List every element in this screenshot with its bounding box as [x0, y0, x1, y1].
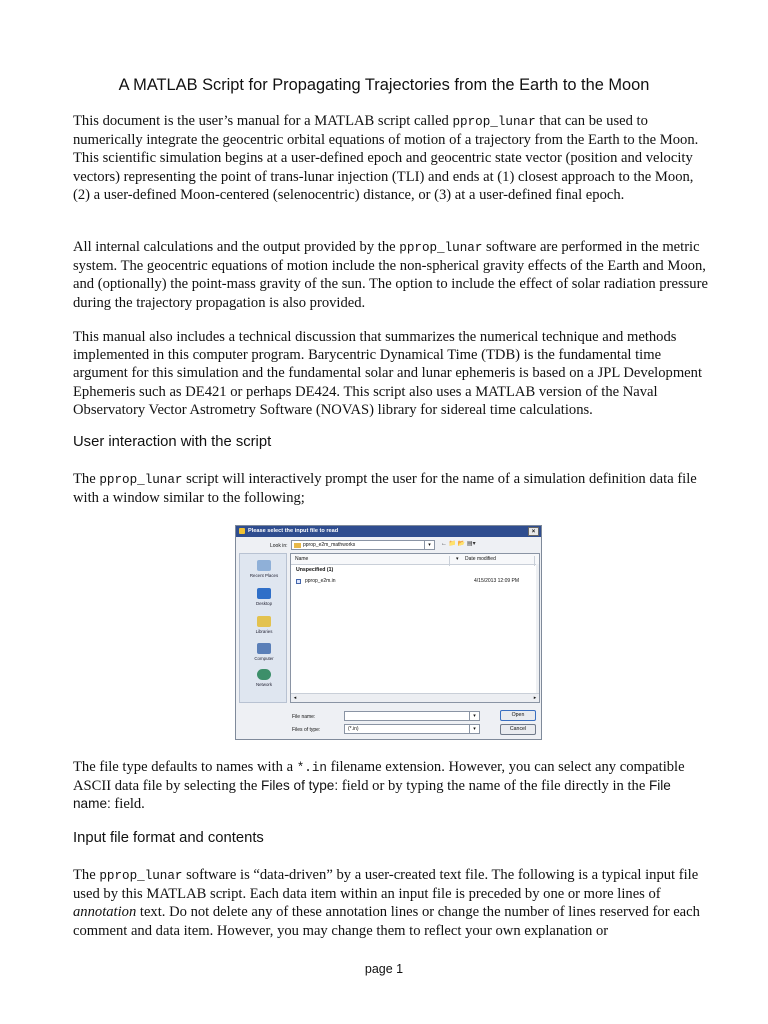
file-name-term: File name:: [73, 778, 671, 812]
prompt-paragraph: The pprop_lunar script will interactively prompt the user for the name of a simulation definition data file with a window similar to the following;: [73, 471, 697, 507]
extension-code: *.in: [296, 761, 327, 775]
file-list-header: [291, 554, 539, 565]
file-icon: [296, 579, 301, 584]
metric-paragraph: All internal calculations and the output provided by the pprop_lunar software are performed in the metric system. The geocentric equations of motion include the non-spherical gravity effects of the Earth and Moon, and (optionally) the point-mass gravity of the sun. The option to include the effect of solar radiation pressure during the trajectory propagation is also provided.: [73, 239, 708, 311]
chevron-down-icon[interactable]: ▾: [469, 725, 479, 733]
column-date-modified[interactable]: Date modified: [465, 556, 496, 562]
file-row[interactable]: [296, 578, 536, 586]
intro-paragraph: This document is the user’s manual for a MATLAB script called pprop_lunar that can be used to numerically integrate the geocentric orbital equations of motion of a trajectory from the Earth to the Moon. This scientific simulation begins at a user-defined epoch and geocentric state vector (position and velocity vectors) representing the point of trans-lunar injection (TLI) and ends at (1) closest approach to the Moon, (2) a user-defined Moon-centered (selenocentric) distance, or (3) at a user-defined final epoch.: [73, 113, 699, 203]
desktop-icon: [257, 588, 271, 599]
script-name-code: pprop_lunar: [399, 241, 483, 255]
section-heading-input-file: Input file format and contents: [73, 830, 264, 846]
open-button[interactable]: Open: [500, 710, 536, 721]
column-name[interactable]: Name: [295, 556, 309, 562]
section-heading-user-interaction: User interaction with the script: [73, 434, 272, 450]
recent-places-icon: [257, 560, 271, 571]
file-row-date: 4/15/2013 12:09 PM: [474, 578, 520, 584]
cancel-button[interactable]: Cancel: [500, 724, 536, 735]
file-name-input[interactable]: [344, 711, 480, 721]
libraries-icon: [257, 616, 271, 627]
close-icon[interactable]: ×: [528, 527, 539, 536]
file-dialog-screenshot: [235, 525, 542, 740]
file-group-label: Unspecified (1): [296, 567, 334, 573]
script-name-code: pprop_lunar: [99, 869, 183, 883]
dialog-title-bar: [236, 526, 541, 537]
dialog-title: Please select the input file to read: [248, 528, 339, 534]
page-number: page 1: [364, 962, 404, 976]
place-libraries[interactable]: Libraries: [240, 616, 288, 634]
script-name-code: pprop_lunar: [99, 473, 183, 487]
dialog-toolbar[interactable]: ← 📁 📂 ▤▾: [441, 541, 476, 547]
technical-paragraph: This manual also includes a technical discussion that summarizes the numerical technique and methods implemented in this computer program. Barycentric Dynamical Time (TDB) is the fundamental time argument for this simulation and the fundamental solar and lunar ephemeris is based on a JPL Development Ephemeris such as DE421 or perhaps DE424. This script also uses a MATLAB version of the Naval Observatory Vector Astrometry Software (NOVAS) library for sidereal time calculations.: [73, 329, 702, 418]
file-row-name: pprop_e2m.in: [305, 578, 336, 584]
folder-icon: [294, 543, 301, 548]
place-desktop[interactable]: Desktop: [240, 588, 288, 606]
input-file-paragraph: The pprop_lunar software is “data-driven” by a user-created text file. The following is a typical input file used by this MATLAB script. Each data item within an input file is preceded by one or more lines of annotation text. Do not delete any of these annotation lines or change the number of lines reserved for each comment and data item. However, you may change them to reflect your own explanation or: [73, 867, 700, 939]
page-title: A MATLAB Script for Propagating Trajectories from the Earth to the Moon: [118, 76, 650, 94]
chevron-down-icon[interactable]: ▾: [424, 541, 434, 549]
computer-icon: [257, 643, 271, 654]
file-list[interactable]: [290, 553, 540, 703]
chevron-down-icon[interactable]: ▾: [469, 712, 479, 720]
look-in-label: Look in:: [270, 543, 288, 549]
matlab-icon: [239, 528, 245, 534]
scroll-right-icon[interactable]: ▸: [533, 695, 537, 701]
script-name-code: pprop_lunar: [452, 115, 536, 129]
place-recent-places[interactable]: Recent Places: [240, 560, 288, 578]
place-computer[interactable]: Computer: [240, 643, 288, 661]
file-name-label: File name:: [292, 714, 316, 720]
look-in-select[interactable]: pprop_e2m_mathworks ▾: [291, 540, 435, 550]
horizontal-scrollbar[interactable]: [291, 693, 539, 702]
files-of-type-select[interactable]: (*.in) ▾: [344, 724, 480, 734]
files-of-type-label: Files of type:: [292, 727, 321, 733]
vertical-scrollbar[interactable]: [536, 564, 539, 694]
files-of-type-term: Files of type:: [261, 778, 339, 794]
network-icon: [257, 669, 271, 680]
file-type-paragraph: The file type defaults to names with a *.in filename extension. However, you can select any compatible ASCII data file by selecting the Files of type: field or by typing the name of the file directly in the File name: field.: [73, 759, 685, 813]
place-network[interactable]: Network: [240, 669, 288, 687]
places-bar: [239, 553, 287, 703]
scroll-left-icon[interactable]: ◂: [293, 695, 297, 701]
sort-arrow-icon: ▾: [456, 556, 459, 562]
annotation-term: annotation: [73, 904, 137, 921]
